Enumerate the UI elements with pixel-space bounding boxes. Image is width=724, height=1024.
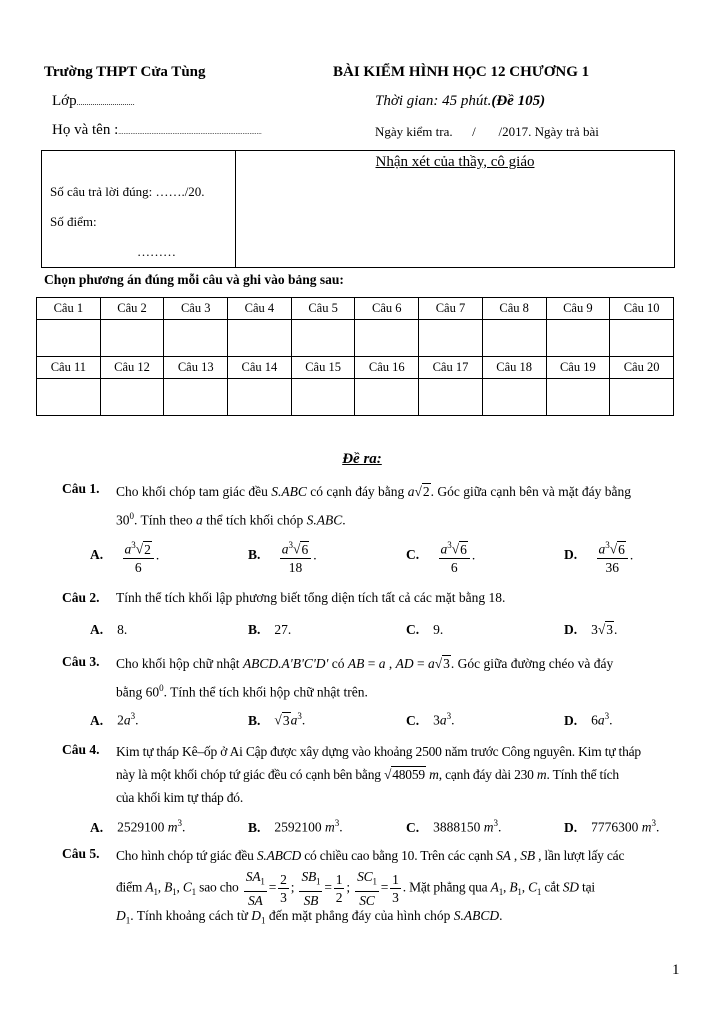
q1-text-part: . Tính theo — [134, 512, 193, 528]
q4-math: 48059 — [392, 767, 425, 782]
grid-label: Câu 12 — [100, 357, 164, 379]
section-title: Đề ra: — [342, 451, 382, 467]
q5-math: S.ABCD — [256, 848, 302, 863]
grid-label: Câu 6 — [355, 298, 419, 320]
q2-option-d[interactable]: D. 3√3. — [564, 622, 618, 637]
q5-text-part: sao cho — [199, 879, 239, 895]
score-box — [41, 150, 675, 268]
correct-count: Số câu trả lời đúng: ……./20. — [50, 184, 205, 199]
page-number: 1 — [672, 962, 680, 978]
answer-cell[interactable] — [546, 379, 610, 416]
answer-cell[interactable] — [164, 320, 228, 357]
q1-text-part: . Góc giữa cạnh bên và mặt đáy bằng — [430, 484, 631, 499]
answer-cell[interactable] — [100, 320, 164, 357]
option-key: C. — [406, 547, 420, 563]
q5-text-part: Cho hình chóp tứ giác đều — [116, 848, 254, 863]
option-value: 27. — [274, 622, 292, 637]
q2-text: Tính thể tích khối lập phương biết tổng diện tích tất cả các mặt bằng 18. — [116, 590, 506, 605]
grid-label: Câu 2 — [100, 298, 164, 320]
q4-option-c[interactable]: C. 3888150 $m^3$. — [406, 818, 502, 835]
q3-text: Cho khối hộp chữ nhật ABCD.A'B'C'D' có AB = a , AD = a√3. Góc giữa đường chéo và đáy bằng $60^0$. Tính thể tích khối hộp chữ nhật trên. — [116, 656, 614, 700]
option-value: 7776300 — [591, 819, 639, 835]
answer-cell[interactable] — [610, 320, 674, 357]
q5-line2: điểm $A_1$, $B_1$, $C_1$ sao cho $\frac{SA_1}{SA}$ = $\frac{2}{3}$ ; $\frac{SB_1}{SB}$ = $\frac{1}{2}$ ; $\frac{SC_1}{SC}$ = $\frac{1}{3}$ . Mặt phẳng qua $A_1$, $B_1$, $C_1$ cắt SD tại — [116, 869, 595, 908]
option-key: B. — [248, 547, 261, 563]
q5-text-part: . Trên các cạnh — [414, 848, 493, 863]
comment-title: Nhận xét của thầy, cô giáo — [375, 154, 535, 170]
q1-text-part: có cạnh đáy bằng — [310, 484, 405, 499]
q2-label: Câu 2. — [62, 590, 100, 605]
q1-text: Cho khối chóp tam giác đều S.ABC có cạnh đáy bằng a√2. Góc giữa cạnh bên và mặt đáy bằng $30^0$. Tính theo a thể tích khối chóp S.ABC. — [116, 484, 631, 528]
q4-label: Câu 4. — [62, 742, 100, 757]
answer-cell[interactable] — [419, 379, 483, 416]
q5-text-part: . Tính khoảng cách từ — [130, 908, 248, 923]
grid-label: Câu 11 — [37, 357, 101, 379]
grid-header-row-2 — [37, 357, 674, 379]
q1-math: S.ABC — [271, 484, 307, 499]
q5-line3: $D_1$. Tính khoảng cách từ $D_1$ đến mặt phẳng đáy của hình chóp S.ABCD. — [116, 908, 503, 926]
grid-label: Câu 8 — [482, 298, 546, 320]
q5-text-part: có chiều cao bằng — [304, 848, 398, 863]
q3-text-part: . Góc giữa đường chéo và đáy — [450, 656, 614, 671]
date-info: Ngày kiểm tra. / /2017. Ngày trả bài — [375, 124, 599, 139]
grid-label: Câu 10 — [610, 298, 674, 320]
name-dots: .................................................................................. — [118, 128, 262, 136]
q1-label: Câu 1. — [62, 481, 100, 496]
answer-cell[interactable] — [482, 320, 546, 357]
q4-option-b[interactable]: B. 2592100 $m^3$. — [248, 818, 343, 835]
q3-option-b[interactable]: B. $√3a^3$. — [248, 711, 306, 728]
option-value: 9. — [433, 622, 444, 637]
grid-label: Câu 13 — [164, 357, 228, 379]
answer-cell[interactable] — [291, 320, 355, 357]
answer-cell[interactable] — [610, 379, 674, 416]
q1-text-part: thể tích khối chóp — [206, 512, 304, 528]
q4-text-part: này là một khối chóp tứ giác đều có cạnh bên bằng — [116, 767, 381, 782]
school-name: Trường THPT Cửa Tùng — [44, 64, 206, 80]
grid-answer-row-2 — [37, 379, 674, 416]
score-label: Số điểm: — [50, 214, 97, 229]
grid-label: Câu 3 — [164, 298, 228, 320]
option-value: 8. — [117, 622, 128, 637]
q5-math: 10 — [401, 848, 415, 863]
option-value: 2529100 — [117, 819, 165, 835]
answer-cell[interactable] — [355, 320, 419, 357]
q1-option-b[interactable]: B. $\frac{a^3√6}{18}$ . — [248, 537, 317, 576]
grid-label: Câu 18 — [482, 357, 546, 379]
grid-label: Câu 1 — [37, 298, 101, 320]
q4-text-part: . Tính thể tích — [546, 767, 619, 782]
exam-title: BÀI KIỂM HÌNH HỌC 12 CHƯƠNG 1 — [333, 64, 590, 80]
q2-option-c[interactable]: C. 9. — [406, 622, 444, 637]
q3-option-c[interactable]: C. $3a^3$. — [406, 711, 455, 728]
q1-math: a — [196, 512, 203, 528]
q3-label: Câu 3. — [62, 654, 100, 669]
q4-text-part: Kim tự tháp Kê–ốp ở Ai Cập được xây dựng vào khoảng 2500 năm trước Công nguyên. Kim tự tháp — [116, 744, 641, 759]
q5-label: Câu 5. — [62, 846, 100, 861]
q4-math: 230 — [514, 767, 534, 782]
q1-math: S.ABC — [306, 512, 343, 528]
q5-text-part: đến mặt phẳng đáy của hình chóp — [268, 908, 451, 923]
q1-option-c[interactable]: C. $\frac{a^3√6}{6}$ . — [406, 537, 475, 576]
q4-text: Kim tự tháp Kê–ốp ở Ai Cập được xây dựng vào khoảng 2500 năm trước Công nguyên. Kim tự tháp này là một khối chóp tứ giác đều có cạnh bên bằng √48059 m, cạnh đáy dài 230 m. Tính thể tích của khối kim tự tháp đó. — [116, 744, 641, 805]
answer-cell[interactable] — [482, 379, 546, 416]
q5-line1: Cho hình chóp tứ giác đều S.ABCD có chiều cao bằng 10. Trên các cạnh SA , SB , lần lượt lấy các — [116, 848, 625, 863]
q3-math: ABCD.A'B'C'D' — [242, 656, 329, 671]
option-value: 3888150 — [433, 819, 481, 835]
grid-label: Câu 5 — [291, 298, 355, 320]
option-value: 2592100 — [274, 819, 322, 835]
time-info — [375, 93, 545, 110]
answer-cell[interactable] — [228, 320, 292, 357]
q2-option-b[interactable]: B. 27. — [248, 622, 292, 637]
answer-cell[interactable] — [37, 320, 101, 357]
answer-cell[interactable] — [546, 320, 610, 357]
q5-text-part: cắt — [544, 879, 560, 895]
q2-option-a[interactable]: A. 8. — [90, 622, 128, 637]
grid-answer-row-1 — [37, 320, 674, 357]
answer-cell[interactable] — [291, 379, 355, 416]
grid-label: Câu 15 — [291, 357, 355, 379]
score-panel — [42, 151, 236, 267]
q4-text-part: , cạnh đáy dài — [438, 767, 511, 782]
answer-cell[interactable] — [228, 379, 292, 416]
grid-label: Câu 4 — [228, 298, 292, 320]
q1-option-a[interactable]: A. $\frac{a^3√2}{6}$ . — [90, 537, 159, 576]
option-key: D. — [564, 547, 578, 563]
name-label: Họ và tên : — [52, 122, 119, 138]
q4-option-a[interactable]: A. 2529100 $m^3$. — [90, 818, 186, 835]
grid-label: Câu 16 — [355, 357, 419, 379]
grid-label: Câu 17 — [419, 357, 483, 379]
q1-option-d[interactable]: D. $\frac{a^3√6}{36}$ . — [564, 537, 633, 576]
q5-text-part: , lần lượt lấy các — [538, 848, 625, 863]
exam-code: (Đề 105) — [491, 93, 546, 109]
answer-cell[interactable] — [100, 379, 164, 416]
grid-header-row-1 — [37, 298, 674, 320]
q5-text-part: tại — [582, 879, 595, 895]
answer-cell[interactable] — [164, 379, 228, 416]
q4-option-d[interactable]: D. 7776300 $m^3$. — [564, 818, 660, 835]
q3-option-d[interactable]: D. $6a^3$. — [564, 711, 613, 728]
grid-label: Câu 14 — [228, 357, 292, 379]
q4-text-part: của khối kim tự tháp đó. — [116, 790, 243, 805]
grid-label: Câu 19 — [546, 357, 610, 379]
q3-option-a[interactable]: A. $2a^3$. — [90, 711, 139, 728]
answer-cell[interactable] — [419, 320, 483, 357]
class-label: Lớp — [52, 93, 77, 109]
q1-text-part: Cho khối chóp tam giác đều — [116, 484, 268, 499]
q3-text-part: có — [331, 656, 345, 671]
q3-text-part: . Tính thể tích khối hộp chữ nhật trên. — [163, 684, 368, 700]
answer-cell[interactable] — [355, 379, 419, 416]
instruction: Chọn phương án đúng mỗi câu và ghi vào bảng sau: — [44, 272, 344, 287]
class-dots: ............................. — [76, 98, 135, 107]
answer-grid — [36, 297, 674, 416]
q3-text-part: bằng — [116, 684, 143, 700]
answer-cell[interactable] — [37, 379, 101, 416]
grid-label: Câu 9 — [546, 298, 610, 320]
q3-text-part: Cho khối hộp chữ nhật — [116, 656, 240, 671]
q5-text-part: điểm — [116, 879, 143, 895]
name-field — [52, 122, 262, 139]
class-field — [52, 93, 135, 110]
score-dots: ……… — [137, 244, 176, 259]
grid-label: Câu 7 — [419, 298, 483, 320]
grid-label: Câu 20 — [610, 357, 674, 379]
q5-text-part: . Mặt phẳng qua — [402, 879, 488, 895]
option-key: A. — [90, 547, 104, 563]
time-label: Thời gian: 45 phút. — [375, 93, 492, 109]
